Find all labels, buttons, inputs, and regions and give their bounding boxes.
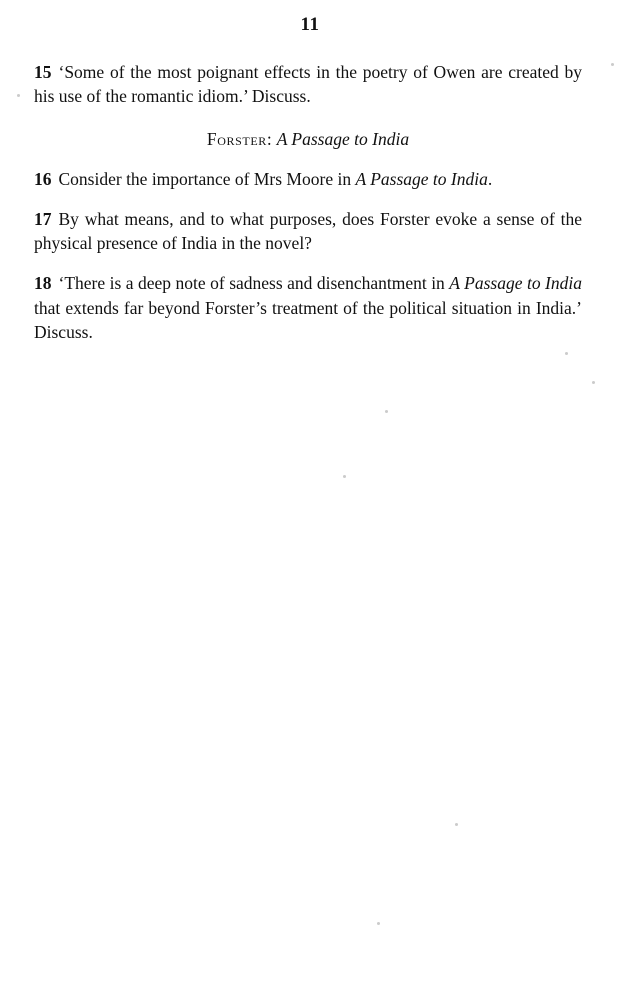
section-heading [34,128,582,151]
scan-speck [17,94,20,97]
scan-speck [592,381,595,384]
question-item [34,207,582,255]
section-author: Forster: [206,129,273,150]
section-work: A Passage to India [276,129,410,150]
question-text: . [487,169,493,190]
page-content [0,60,620,344]
question-text: ‘There is a deep note of sadness and disenchantment in [58,273,450,294]
question-item [34,60,582,108]
question-number: 18 [34,273,52,294]
scan-speck [343,475,346,478]
scan-speck [565,352,568,355]
question-item [34,167,582,191]
question-text-italic: A Passage to India [449,273,582,294]
scan-speck [385,410,388,413]
question-text-italic: A Passage to India [355,169,488,190]
scan-speck [455,823,458,826]
question-text: ‘Some of the most poignant effects in the poetry of Owen are created by his use of the romantic idiom.’ Discuss. [34,62,582,107]
question-text: Consider the importance of Mrs Moore in [58,169,356,190]
scan-speck [611,63,614,66]
question-number: 15 [34,62,52,82]
question-number: 17 [34,209,52,230]
question-text: By what means, and to what purposes, does Forster evoke a sense of the physical presence of India in the novel? [34,209,582,254]
scan-speck [377,922,380,925]
question-item [34,271,582,343]
page-number: 11 [300,14,320,35]
question-number: 16 [34,169,52,190]
question-text: that extends far beyond Forster’s treatment of the political situation in India.’ Discuss. [34,297,582,342]
